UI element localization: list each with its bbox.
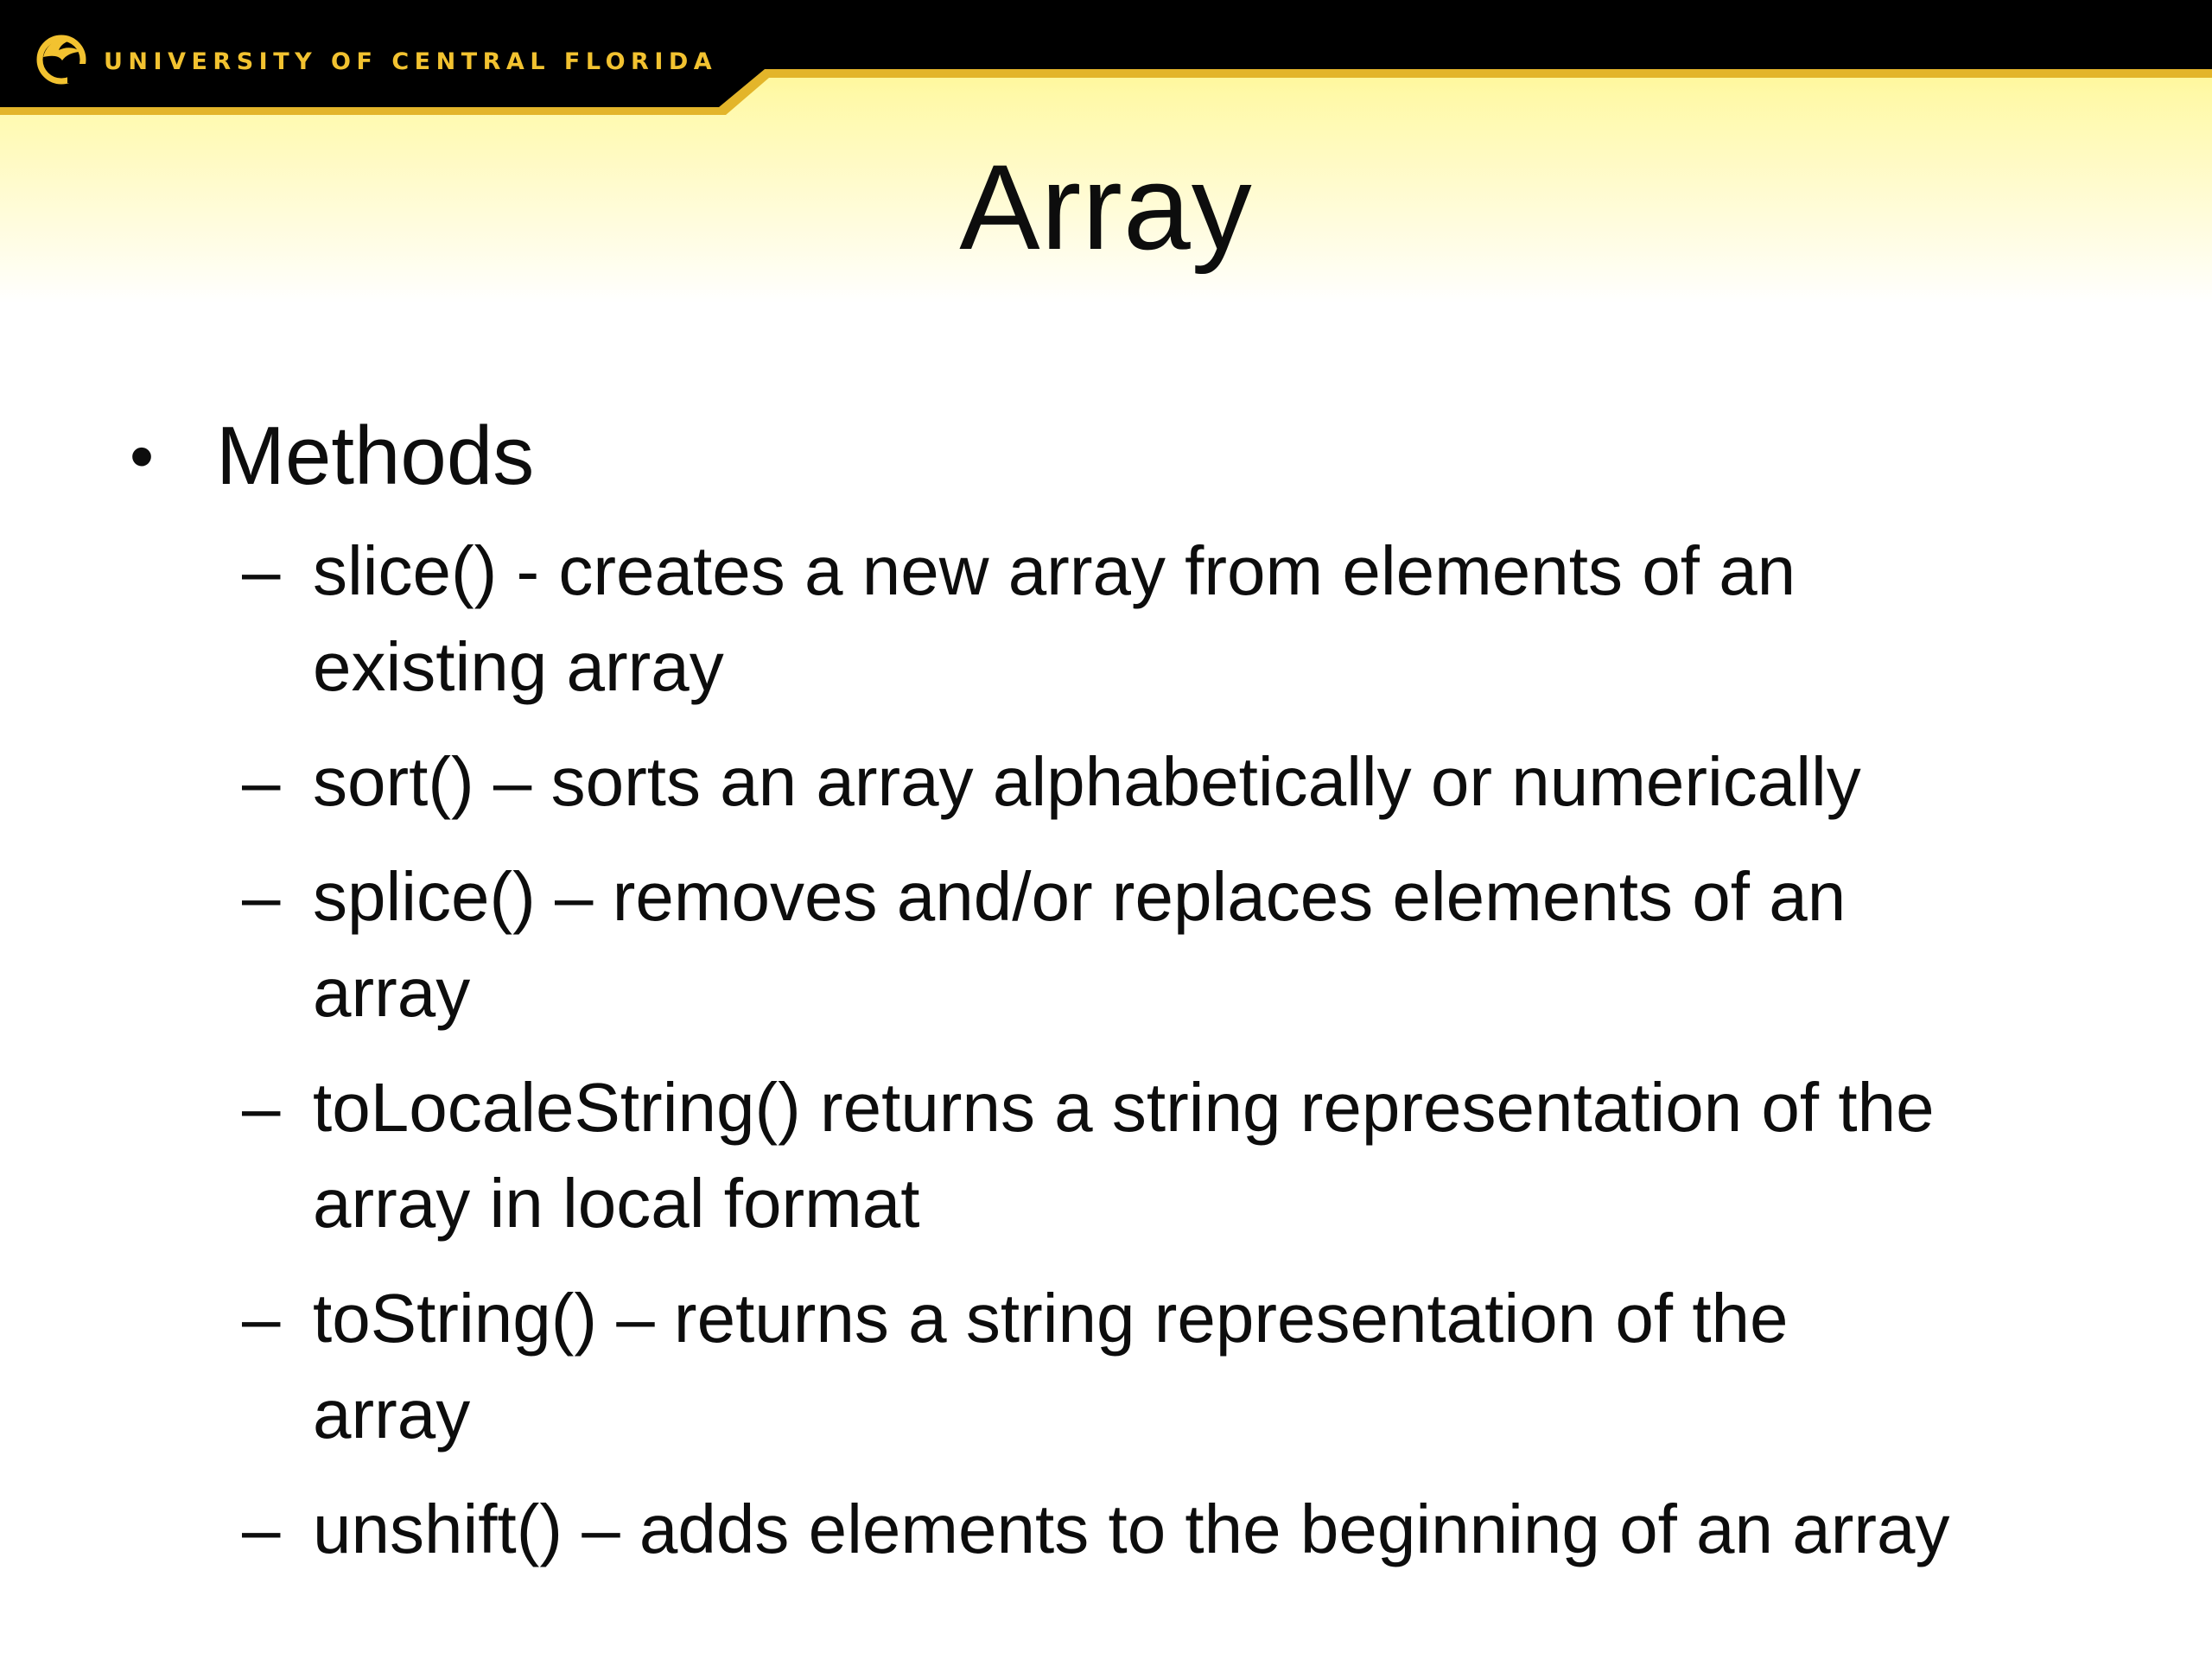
method-list [130,523,2117,1577]
list-item [130,523,2117,715]
dash-marker: – [242,1069,281,1146]
bullet-label: Methods [216,410,535,502]
list-item-line: existing array [313,628,724,705]
list-item [130,1481,2117,1577]
slide-content [130,402,2117,1596]
list-item-line: array [313,954,471,1031]
list-item-line: array [313,1376,471,1452]
dash-marker: – [242,743,281,820]
list-item [130,734,2117,830]
list-item-line: unshift() – adds elements to the beginning of an array [313,1491,1950,1567]
bullet-methods [130,402,2117,511]
list-item-line: slice() - creates a new array from elements of an [313,532,1796,609]
dash-marker: – [242,1491,281,1567]
list-item-line: splice() – removes and/or replaces elements of an [313,858,1847,935]
list-item-line: array in local format [313,1165,920,1242]
bullet-marker: • [130,417,155,494]
list-item-line: toLocaleString() returns a string representation of the [313,1069,1935,1146]
list-item [130,849,2117,1040]
list-item [130,1059,2117,1251]
dash-marker: – [242,858,281,935]
list-item [130,1270,2117,1462]
brand [35,31,717,92]
header-strip [0,0,2212,117]
pegasus-icon [35,35,88,88]
list-item-line: sort() – sorts an array alphabetically or numerically [313,743,1861,820]
institution-name: UNIVERSITY OF CENTRAL FLORIDA [104,48,718,75]
list-item-line: toString() – returns a string representation of the [313,1280,1789,1357]
slide-title: Array [959,139,1253,275]
dash-marker: – [242,532,281,609]
dash-marker: – [242,1280,281,1357]
